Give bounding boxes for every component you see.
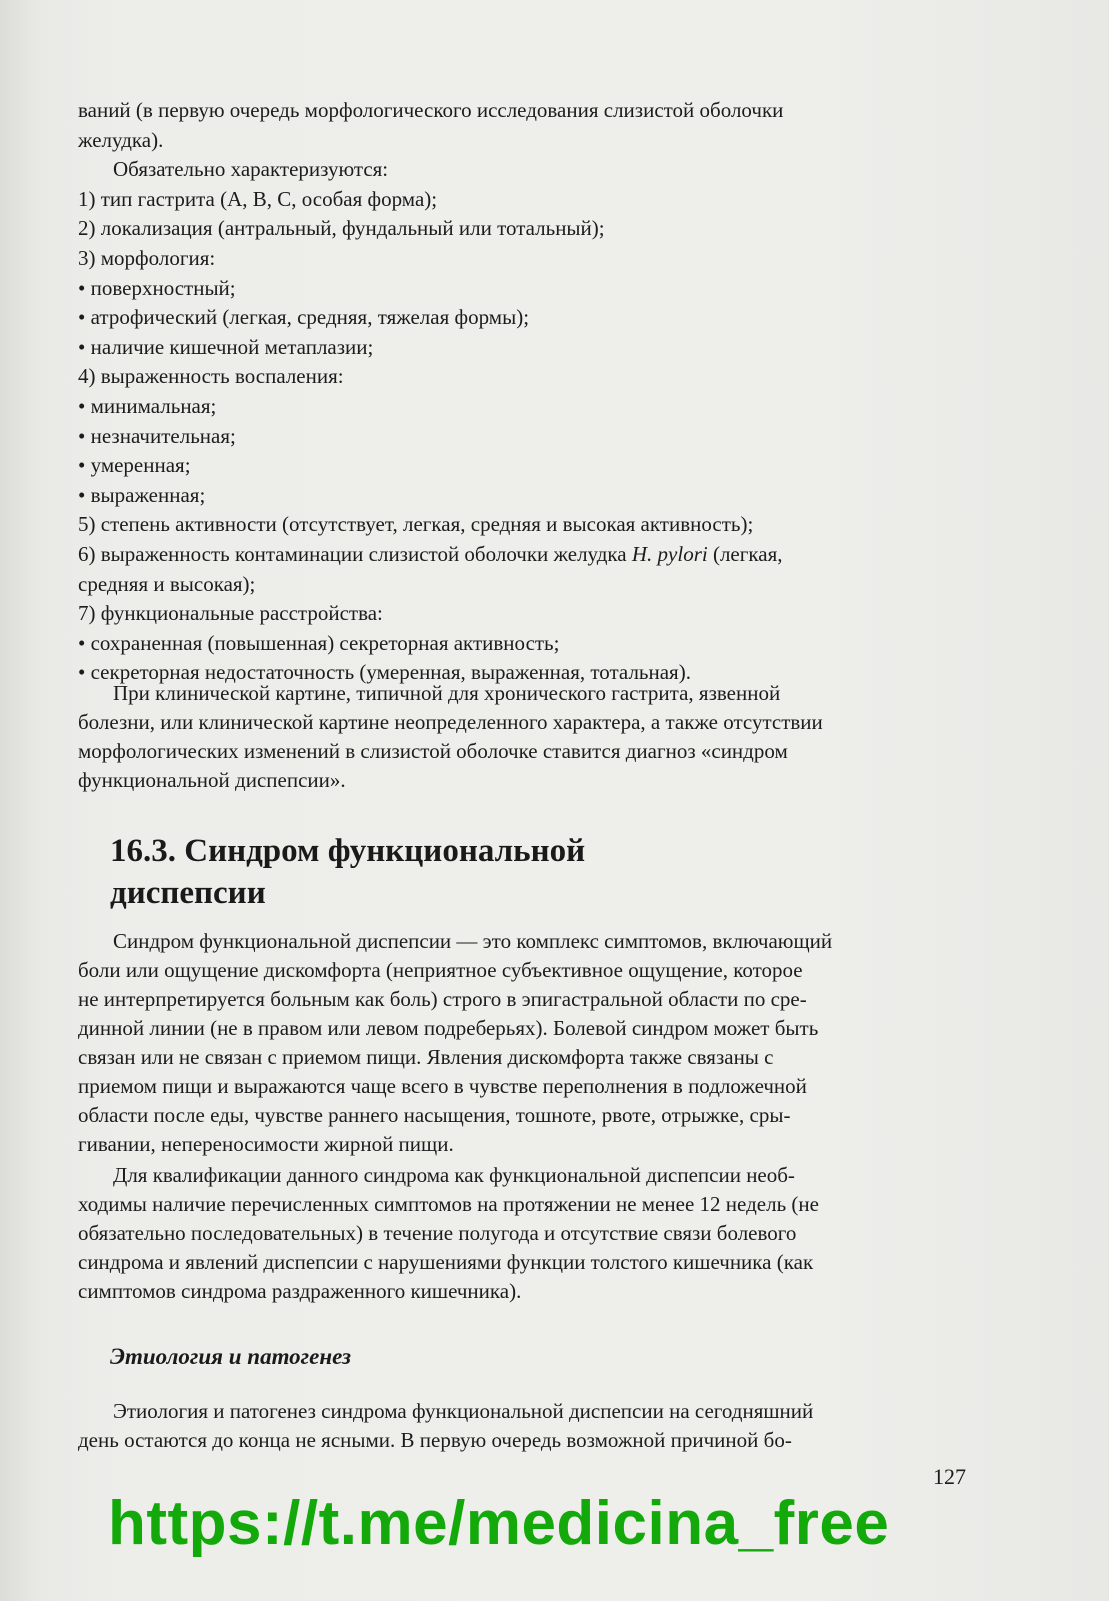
bullet-item: • выраженная; (78, 482, 206, 507)
bullet-item: • незначительная; (78, 423, 236, 448)
list-item-text: (легкая, (712, 541, 783, 566)
paragraph-line: синдрома и явлений диспепсии с нарушениями функции толстого кишечника (как (78, 1250, 814, 1274)
bullet-item: • поверхностный; (78, 275, 236, 300)
definition-paragraph (78, 927, 993, 1159)
watermark-link: https://t.me/medicina_free (108, 1489, 890, 1558)
diagnosis-paragraph (78, 679, 993, 795)
bullet-item: • сохраненная (повышенная) секреторная активность; (78, 630, 560, 655)
bullet-item: • секреторная недостаточность (умеренная, выраженная, тотальная). (78, 660, 691, 685)
paragraph-line: боли или ощущение дискомфорта (неприятное субъективное ощущение, которое (78, 958, 803, 982)
bullet-item: • минимальная; (78, 393, 217, 418)
list-item: 7) функциональные расстройства: (78, 601, 383, 626)
qualification-paragraph (78, 1161, 993, 1306)
paragraph-line: не интерпретируется больным как боль) строго в эпигастральной области по сре- (78, 987, 807, 1011)
list-item: 2) локализация (антральный, фундальный или тотальный); (78, 216, 605, 241)
paragraph-line: Синдром функциональной диспепсии — это комплекс симптомов, включающий (113, 929, 833, 953)
paragraph-line: динной линии (не в правом или левом подреберьях). Болевой синдром может быть (78, 1016, 819, 1040)
page-number: 127 (933, 1464, 966, 1489)
bullet-item: • умеренная; (78, 453, 191, 478)
intro-list (78, 96, 993, 688)
paragraph-line: болезни, или клинической картине неопределенного характера, а также отсутствии (78, 710, 823, 734)
paragraph-line: Этиология и патогенез синдрома функциональной диспепсии на сегодняшний (113, 1399, 814, 1423)
paragraph-line: области после еды, чувстве раннего насыщения, тошноте, рвоте, отрыжке, сры- (78, 1103, 791, 1127)
section-heading-line: диспепсии (110, 875, 266, 911)
paragraph-line: день остаются до конца не ясными. В первую очередь возможной причиной бо- (78, 1428, 792, 1452)
list-item-text: 6) выраженность контаминации слизистой оболочки желудка (78, 541, 627, 566)
paragraph-line: обязательно последовательных) в течение полугода и отсутствие связи болевого (78, 1221, 797, 1245)
paragraph-line: связан или не связан с приемом пищи. Явления дискомфорта также связаны с (78, 1045, 774, 1069)
list-item: 3) морфология: (78, 245, 216, 270)
bullet-item: • наличие кишечной метаплазии; (78, 334, 374, 359)
text-line: ваний (в первую очередь морфологического исследования слизистой оболочки (78, 98, 784, 122)
paragraph-line: симптомов синдрома раздраженного кишечника). (78, 1279, 522, 1303)
paragraph-line: ходимы наличие перечисленных симптомов на протяжении не менее 12 недель (не (78, 1192, 819, 1216)
list-item: 1) тип гастрита (А, В, С, особая форма); (78, 186, 438, 211)
paragraph-line: приемом пищи и выражаются чаще всего в чувстве переполнения в подложечной (78, 1074, 807, 1098)
paragraph-line: функциональной диспепсии». (78, 768, 346, 792)
paragraph-line: морфологических изменений в слизистой оболочке ставится диагноз «синдром (78, 739, 788, 763)
text-line: Обязательно характеризуются: (113, 157, 389, 182)
list-item: 5) степень активности (отсутствует, легкая, средняя и высокая активность); (78, 512, 754, 537)
subsection-heading: Этиология и патогенез (110, 1344, 352, 1369)
paragraph-line: При клинической картине, типичной для хронического гастрита, язвенной (113, 681, 781, 705)
list-item: 4) выраженность воспаления: (78, 364, 344, 389)
etiology-paragraph (78, 1397, 993, 1455)
section-heading (110, 830, 810, 914)
list-item-continuation: средняя и высокая); (78, 571, 256, 596)
list-item (78, 540, 993, 570)
bullet-item: • атрофический (легкая, средняя, тяжелая формы); (78, 305, 530, 330)
text-line: желудка). (78, 127, 164, 152)
paragraph-line: Для квалификации данного синдрома как функциональной диспепсии необ- (113, 1163, 795, 1187)
paragraph-line: гивании, непереносимости жирной пищи. (78, 1132, 454, 1156)
species-name: H. pylori (631, 541, 708, 566)
section-heading-line: 16.3. Синдром функциональной (110, 833, 586, 869)
